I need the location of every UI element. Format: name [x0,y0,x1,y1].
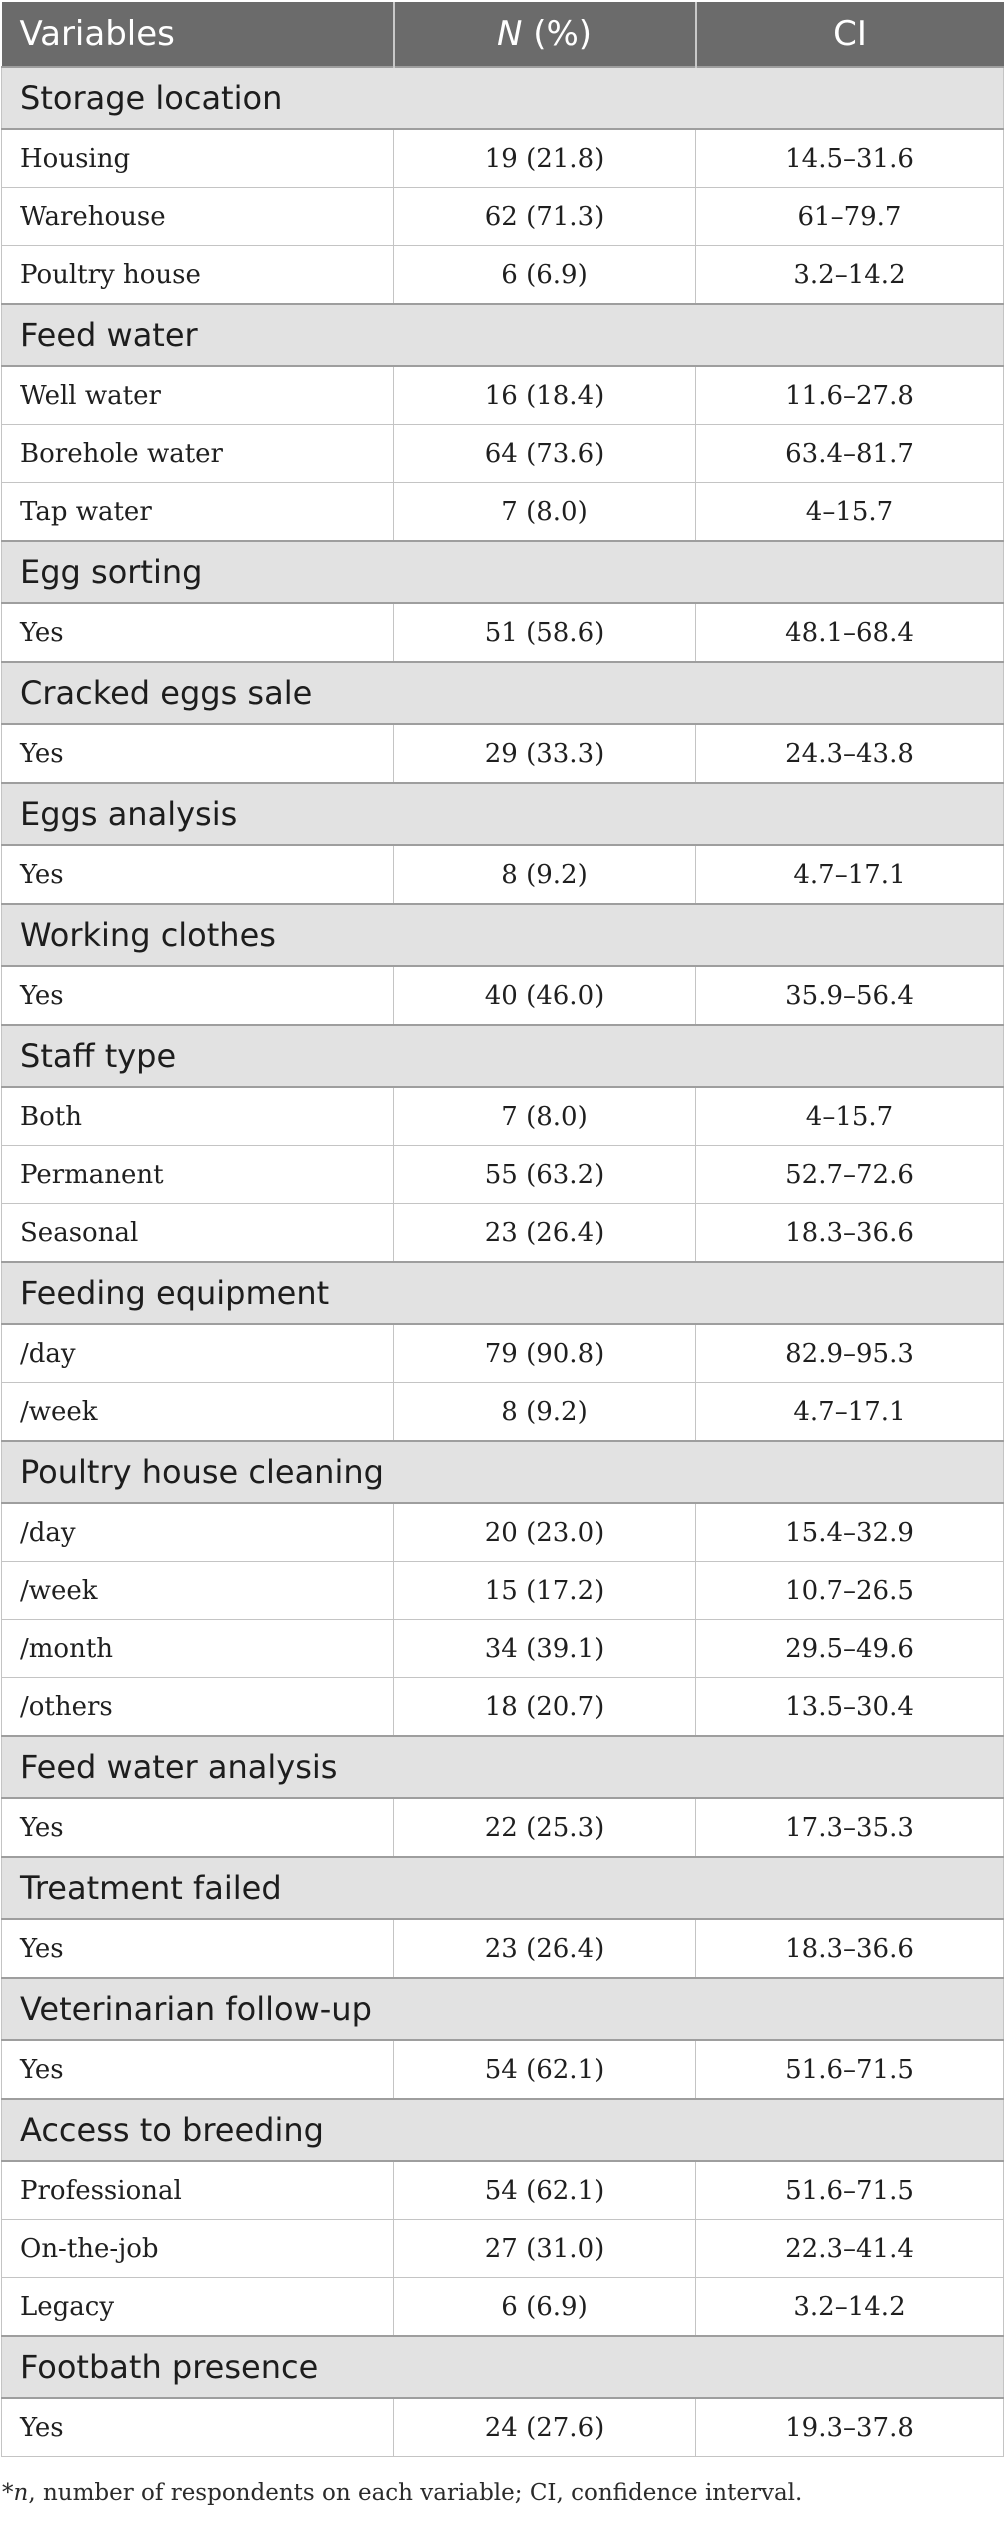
row-label: Tap water [2,483,394,542]
row-ci: 13.5–30.4 [696,1678,1004,1737]
header-ci: CI [696,2,1004,67]
table-row [2,1087,1004,1146]
table-row [2,845,1004,904]
section-header-row [2,1857,1004,1919]
table-row [2,1324,1004,1383]
row-n-percent: 55 (63.2) [394,1146,696,1204]
section-header-row [2,1441,1004,1503]
row-label: /day [2,1503,394,1562]
row-ci: 4.7–17.1 [696,845,1004,904]
row-n-percent: 18 (20.7) [394,1678,696,1737]
table-row [2,603,1004,662]
row-ci: 15.4–32.9 [696,1503,1004,1562]
row-label: Yes [2,2040,394,2099]
row-ci: 51.6–71.5 [696,2040,1004,2099]
row-n-percent: 6 (6.9) [394,2278,696,2337]
row-label: Yes [2,966,394,1025]
header-row [2,2,1004,67]
row-n-percent: 22 (25.3) [394,1798,696,1857]
row-ci: 52.7–72.6 [696,1146,1004,1204]
table-row [2,246,1004,305]
row-label: /day [2,1324,394,1383]
row-label: Yes [2,603,394,662]
row-ci: 4–15.7 [696,1087,1004,1146]
header-n-percent [394,2,696,67]
section-title: Working clothes [2,904,1004,966]
row-ci: 18.3–36.6 [696,1919,1004,1978]
row-label: Poultry house [2,246,394,305]
row-label: Legacy [2,2278,394,2337]
table-footnote [2,2480,802,2506]
row-label: /others [2,1678,394,1737]
header-variables: Variables [2,2,394,67]
section-header-row [2,1978,1004,2040]
row-label: Yes [2,2398,394,2457]
table-row [2,366,1004,425]
table-row [2,2040,1004,2099]
row-n-percent: 27 (31.0) [394,2220,696,2278]
row-ci: 4–15.7 [696,483,1004,542]
row-label: Seasonal [2,1204,394,1263]
table-row [2,2398,1004,2457]
footnote-text: , number of respondents on each variable; CI, confidence interval. [28,2480,803,2506]
table-row [2,483,1004,542]
row-n-percent: 54 (62.1) [394,2161,696,2220]
row-ci: 48.1–68.4 [696,603,1004,662]
row-ci: 18.3–36.6 [696,1204,1004,1263]
section-title: Eggs analysis [2,783,1004,845]
row-ci: 22.3–41.4 [696,2220,1004,2278]
section-title: Staff type [2,1025,1004,1087]
row-label: Yes [2,845,394,904]
row-label: Professional [2,2161,394,2220]
table-row [2,1678,1004,1737]
table-row [2,1503,1004,1562]
row-label: Housing [2,129,394,188]
row-n-percent: 29 (33.3) [394,724,696,783]
row-ci: 3.2–14.2 [696,246,1004,305]
section-title: Storage location [2,67,1004,129]
table-row [2,724,1004,783]
row-ci: 35.9–56.4 [696,966,1004,1025]
section-header-row [2,1736,1004,1798]
row-label: Yes [2,1798,394,1857]
table-row [2,966,1004,1025]
row-ci: 3.2–14.2 [696,2278,1004,2337]
table-row [2,1204,1004,1263]
row-n-percent: 23 (26.4) [394,1919,696,1978]
row-ci: 19.3–37.8 [696,2398,1004,2457]
row-label: Yes [2,724,394,783]
row-n-percent: 6 (6.9) [394,246,696,305]
section-title: Feed water analysis [2,1736,1004,1798]
table-row [2,1383,1004,1442]
row-ci: 82.9–95.3 [696,1324,1004,1383]
row-ci: 4.7–17.1 [696,1383,1004,1442]
variables-table [1,2,1004,2457]
row-n-percent: 8 (9.2) [394,845,696,904]
row-n-percent: 62 (71.3) [394,188,696,246]
row-label: /month [2,1620,394,1678]
section-title: Access to breeding [2,2099,1004,2161]
footnote-n-italic: n [13,2480,29,2506]
table-row [2,1919,1004,1978]
table-body [2,67,1004,2457]
table-row [2,129,1004,188]
table-row [2,1798,1004,1857]
section-header-row [2,2099,1004,2161]
row-n-percent: 40 (46.0) [394,966,696,1025]
row-ci: 10.7–26.5 [696,1562,1004,1620]
row-n-percent: 19 (21.8) [394,129,696,188]
section-title: Treatment failed [2,1857,1004,1919]
row-n-percent: 51 (58.6) [394,603,696,662]
table-row [2,2161,1004,2220]
row-n-percent: 64 (73.6) [394,425,696,483]
row-n-percent: 24 (27.6) [394,2398,696,2457]
row-n-percent: 20 (23.0) [394,1503,696,1562]
section-title: Poultry house cleaning [2,1441,1004,1503]
section-header-row [2,904,1004,966]
section-header-row [2,2336,1004,2398]
row-label: Warehouse [2,188,394,246]
row-ci: 14.5–31.6 [696,129,1004,188]
section-title: Egg sorting [2,541,1004,603]
section-header-row [2,304,1004,366]
section-title: Feed water [2,304,1004,366]
section-header-row [2,67,1004,129]
table-row [2,425,1004,483]
row-n-percent: 23 (26.4) [394,1204,696,1263]
row-ci: 11.6–27.8 [696,366,1004,425]
section-header-row [2,783,1004,845]
section-title: Cracked eggs sale [2,662,1004,724]
row-n-percent: 54 (62.1) [394,2040,696,2099]
table-header [2,2,1004,67]
row-label: Both [2,1087,394,1146]
table-row [2,1146,1004,1204]
table-row [2,1562,1004,1620]
row-label: Well water [2,366,394,425]
row-n-percent: 79 (90.8) [394,1324,696,1383]
table-row [2,188,1004,246]
header-n-rest: (%) [522,14,593,54]
section-header-row [2,1025,1004,1087]
table-row [2,2220,1004,2278]
row-label: Borehole water [2,425,394,483]
row-label: On-the-job [2,2220,394,2278]
row-label: /week [2,1383,394,1442]
section-title: Footbath presence [2,2336,1004,2398]
section-header-row [2,1262,1004,1324]
row-n-percent: 7 (8.0) [394,483,696,542]
section-header-row [2,662,1004,724]
row-n-percent: 34 (39.1) [394,1620,696,1678]
row-n-percent: 16 (18.4) [394,366,696,425]
row-ci: 51.6–71.5 [696,2161,1004,2220]
row-n-percent: 7 (8.0) [394,1087,696,1146]
row-ci: 17.3–35.3 [696,1798,1004,1857]
row-ci: 29.5–49.6 [696,1620,1004,1678]
row-n-percent: 8 (9.2) [394,1383,696,1442]
row-ci: 61–79.7 [696,188,1004,246]
section-header-row [2,541,1004,603]
section-title: Feeding equipment [2,1262,1004,1324]
header-n-italic: N [496,14,523,54]
row-label: Yes [2,1919,394,1978]
footnote-star: * [2,2480,14,2506]
row-label: Permanent [2,1146,394,1204]
row-label: /week [2,1562,394,1620]
row-ci: 24.3–43.8 [696,724,1004,783]
row-n-percent: 15 (17.2) [394,1562,696,1620]
table-row [2,1620,1004,1678]
section-title: Veterinarian follow-up [2,1978,1004,2040]
table-row [2,2278,1004,2337]
row-ci: 63.4–81.7 [696,425,1004,483]
